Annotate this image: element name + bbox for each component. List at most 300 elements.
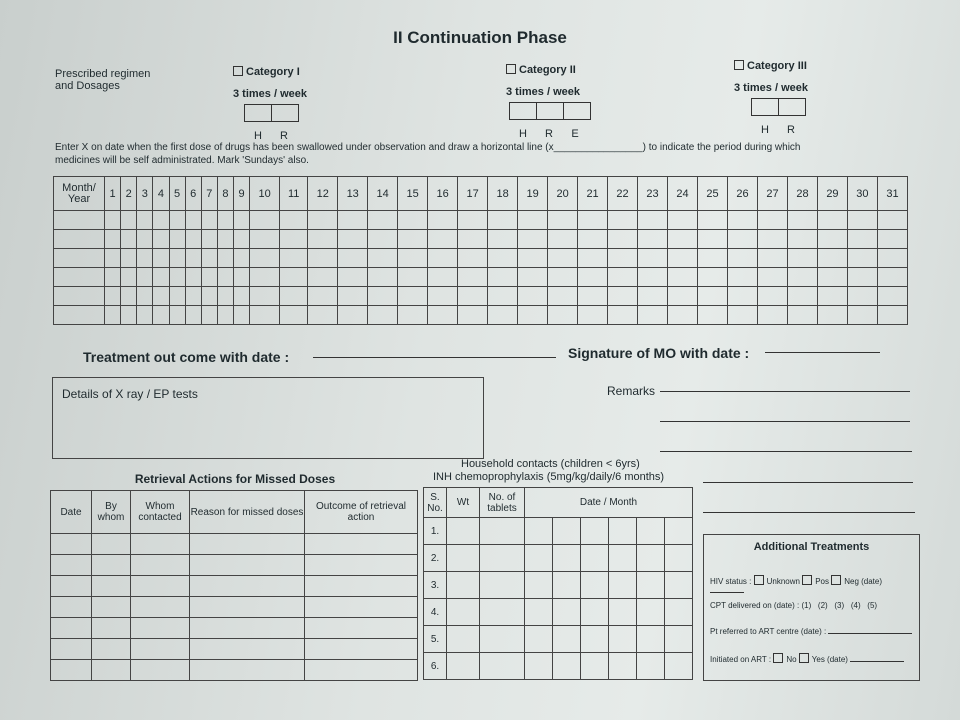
household-cell[interactable] xyxy=(580,626,608,653)
calendar-day-cell[interactable] xyxy=(428,249,458,268)
calendar-day-cell[interactable] xyxy=(817,268,847,287)
household-cell[interactable] xyxy=(580,545,608,572)
calendar-month-cell[interactable] xyxy=(54,287,105,306)
household-cell[interactable] xyxy=(480,653,525,680)
calendar-day-cell[interactable] xyxy=(458,268,488,287)
calendar-day-cell[interactable] xyxy=(428,211,458,230)
retrieval-cell[interactable] xyxy=(92,639,131,660)
cpt-option[interactable]: (4) xyxy=(850,601,861,610)
retrieval-cell[interactable] xyxy=(131,555,190,576)
household-cell[interactable] xyxy=(447,626,480,653)
household-cell[interactable] xyxy=(525,545,553,572)
dose-box[interactable] xyxy=(271,104,299,122)
household-cell[interactable] xyxy=(552,545,580,572)
hiv-unknown-checkbox[interactable] xyxy=(754,575,764,585)
calendar-day-cell[interactable] xyxy=(817,249,847,268)
calendar-day-cell[interactable] xyxy=(458,211,488,230)
calendar-day-cell[interactable] xyxy=(548,249,578,268)
category-2-checkbox[interactable] xyxy=(506,64,516,74)
cpt-option[interactable]: (3) xyxy=(834,601,845,610)
xray-box[interactable] xyxy=(52,377,484,459)
calendar-day-cell[interactable] xyxy=(608,211,638,230)
calendar-day-cell[interactable] xyxy=(338,211,368,230)
household-cell[interactable] xyxy=(580,599,608,626)
calendar-day-cell[interactable] xyxy=(250,211,280,230)
calendar-day-cell[interactable] xyxy=(518,230,548,249)
calendar-day-cell[interactable] xyxy=(185,287,201,306)
retrieval-cell[interactable] xyxy=(51,555,92,576)
retrieval-cell[interactable] xyxy=(92,618,131,639)
household-cell[interactable] xyxy=(525,626,553,653)
household-cell[interactable] xyxy=(664,545,692,572)
household-cell[interactable] xyxy=(664,518,692,545)
calendar-day-cell[interactable] xyxy=(638,306,668,325)
calendar-day-cell[interactable] xyxy=(668,211,698,230)
calendar-day-cell[interactable] xyxy=(105,306,121,325)
calendar-day-cell[interactable] xyxy=(668,230,698,249)
calendar-day-cell[interactable] xyxy=(153,306,169,325)
calendar-day-cell[interactable] xyxy=(185,306,201,325)
calendar-day-cell[interactable] xyxy=(368,230,398,249)
calendar-day-cell[interactable] xyxy=(338,249,368,268)
calendar-day-cell[interactable] xyxy=(757,230,787,249)
calendar-day-cell[interactable] xyxy=(121,287,137,306)
calendar-month-cell[interactable] xyxy=(54,249,105,268)
calendar-day-cell[interactable] xyxy=(488,306,518,325)
retrieval-cell[interactable] xyxy=(305,576,418,597)
retrieval-cell[interactable] xyxy=(305,639,418,660)
calendar-day-cell[interactable] xyxy=(578,230,608,249)
retrieval-cell[interactable] xyxy=(190,660,305,681)
calendar-day-cell[interactable] xyxy=(201,287,217,306)
calendar-day-cell[interactable] xyxy=(817,230,847,249)
calendar-day-cell[interactable] xyxy=(338,287,368,306)
calendar-day-cell[interactable] xyxy=(398,249,428,268)
calendar-day-cell[interactable] xyxy=(137,306,153,325)
calendar-day-cell[interactable] xyxy=(398,211,428,230)
retrieval-cell[interactable] xyxy=(305,597,418,618)
calendar-day-cell[interactable] xyxy=(847,230,877,249)
calendar-day-cell[interactable] xyxy=(877,268,907,287)
household-cell[interactable] xyxy=(525,653,553,680)
hiv-date-line[interactable] xyxy=(710,592,744,593)
calendar-day-cell[interactable] xyxy=(338,268,368,287)
household-cell[interactable] xyxy=(580,653,608,680)
household-cell[interactable] xyxy=(552,518,580,545)
calendar-day-cell[interactable] xyxy=(153,287,169,306)
calendar-day-cell[interactable] xyxy=(877,230,907,249)
calendar-day-cell[interactable] xyxy=(217,306,233,325)
calendar-day-cell[interactable] xyxy=(488,268,518,287)
calendar-day-cell[interactable] xyxy=(728,230,758,249)
household-cell[interactable] xyxy=(608,653,636,680)
calendar-day-cell[interactable] xyxy=(638,211,668,230)
household-cell[interactable] xyxy=(664,626,692,653)
household-cell[interactable] xyxy=(608,626,636,653)
calendar-day-cell[interactable] xyxy=(787,211,817,230)
calendar-day-cell[interactable] xyxy=(668,268,698,287)
calendar-day-cell[interactable] xyxy=(250,230,280,249)
household-cell[interactable] xyxy=(552,599,580,626)
retrieval-cell[interactable] xyxy=(190,597,305,618)
calendar-day-cell[interactable] xyxy=(121,249,137,268)
retrieval-cell[interactable] xyxy=(131,576,190,597)
retrieval-cell[interactable] xyxy=(51,618,92,639)
hiv-neg-checkbox[interactable] xyxy=(831,575,841,585)
calendar-day-cell[interactable] xyxy=(668,249,698,268)
calendar-day-cell[interactable] xyxy=(518,287,548,306)
calendar-day-cell[interactable] xyxy=(638,230,668,249)
calendar-day-cell[interactable] xyxy=(458,306,488,325)
retrieval-cell[interactable] xyxy=(51,597,92,618)
calendar-day-cell[interactable] xyxy=(280,287,308,306)
calendar-day-cell[interactable] xyxy=(368,287,398,306)
calendar-day-cell[interactable] xyxy=(169,211,185,230)
calendar-day-cell[interactable] xyxy=(488,211,518,230)
retrieval-cell[interactable] xyxy=(92,660,131,681)
calendar-day-cell[interactable] xyxy=(201,268,217,287)
retrieval-cell[interactable] xyxy=(190,639,305,660)
retrieval-cell[interactable] xyxy=(190,555,305,576)
dose-box[interactable] xyxy=(536,102,564,120)
household-cell[interactable] xyxy=(480,545,525,572)
household-cell[interactable] xyxy=(608,572,636,599)
dose-box[interactable] xyxy=(778,98,806,116)
remarks-line[interactable] xyxy=(703,512,915,513)
retrieval-cell[interactable] xyxy=(190,576,305,597)
calendar-day-cell[interactable] xyxy=(137,268,153,287)
calendar-day-cell[interactable] xyxy=(280,306,308,325)
dose-box[interactable] xyxy=(244,104,272,122)
art-referral-line[interactable] xyxy=(828,633,912,634)
household-cell[interactable] xyxy=(580,518,608,545)
remarks-line[interactable] xyxy=(660,451,912,452)
retrieval-cell[interactable] xyxy=(51,534,92,555)
household-cell[interactable] xyxy=(480,626,525,653)
calendar-day-cell[interactable] xyxy=(518,249,548,268)
hiv-pos-checkbox[interactable] xyxy=(802,575,812,585)
remarks-line[interactable] xyxy=(660,421,910,422)
calendar-day-cell[interactable] xyxy=(153,249,169,268)
calendar-day-cell[interactable] xyxy=(234,306,250,325)
retrieval-cell[interactable] xyxy=(92,555,131,576)
calendar-day-cell[interactable] xyxy=(698,230,728,249)
calendar-day-cell[interactable] xyxy=(728,306,758,325)
calendar-day-cell[interactable] xyxy=(698,249,728,268)
calendar-day-cell[interactable] xyxy=(428,230,458,249)
calendar-day-cell[interactable] xyxy=(250,306,280,325)
cpt-option[interactable]: (1) xyxy=(801,601,812,610)
calendar-day-cell[interactable] xyxy=(847,268,877,287)
calendar-day-cell[interactable] xyxy=(787,268,817,287)
calendar-day-cell[interactable] xyxy=(518,211,548,230)
retrieval-cell[interactable] xyxy=(131,597,190,618)
calendar-day-cell[interactable] xyxy=(185,211,201,230)
dose-box[interactable] xyxy=(509,102,537,120)
calendar-day-cell[interactable] xyxy=(398,230,428,249)
calendar-day-cell[interactable] xyxy=(121,230,137,249)
calendar-day-cell[interactable] xyxy=(608,306,638,325)
calendar-day-cell[interactable] xyxy=(153,230,169,249)
calendar-day-cell[interactable] xyxy=(137,211,153,230)
calendar-day-cell[interactable] xyxy=(105,211,121,230)
household-cell[interactable] xyxy=(480,518,525,545)
calendar-day-cell[interactable] xyxy=(105,230,121,249)
calendar-day-cell[interactable] xyxy=(169,249,185,268)
calendar-day-cell[interactable] xyxy=(217,268,233,287)
calendar-day-cell[interactable] xyxy=(250,249,280,268)
calendar-day-cell[interactable] xyxy=(787,306,817,325)
calendar-day-cell[interactable] xyxy=(280,211,308,230)
household-cell[interactable] xyxy=(608,599,636,626)
calendar-day-cell[interactable] xyxy=(234,211,250,230)
household-cell[interactable] xyxy=(447,572,480,599)
calendar-day-cell[interactable] xyxy=(787,287,817,306)
household-cell[interactable] xyxy=(636,545,664,572)
household-cell[interactable] xyxy=(608,545,636,572)
calendar-day-cell[interactable] xyxy=(137,287,153,306)
calendar-day-cell[interactable] xyxy=(458,230,488,249)
calendar-day-cell[interactable] xyxy=(368,268,398,287)
calendar-day-cell[interactable] xyxy=(847,306,877,325)
calendar-day-cell[interactable] xyxy=(398,287,428,306)
calendar-day-cell[interactable] xyxy=(817,211,847,230)
calendar-day-cell[interactable] xyxy=(217,287,233,306)
household-cell[interactable] xyxy=(636,572,664,599)
calendar-day-cell[interactable] xyxy=(201,306,217,325)
calendar-day-cell[interactable] xyxy=(548,211,578,230)
cpt-option[interactable]: (2) xyxy=(817,601,828,610)
calendar-day-cell[interactable] xyxy=(308,268,338,287)
calendar-day-cell[interactable] xyxy=(201,230,217,249)
calendar-day-cell[interactable] xyxy=(250,268,280,287)
initiated-date-line[interactable] xyxy=(850,661,904,662)
calendar-day-cell[interactable] xyxy=(234,249,250,268)
household-cell[interactable] xyxy=(447,545,480,572)
household-cell[interactable] xyxy=(580,572,608,599)
calendar-day-cell[interactable] xyxy=(169,230,185,249)
retrieval-cell[interactable] xyxy=(131,534,190,555)
calendar-day-cell[interactable] xyxy=(578,268,608,287)
calendar-day-cell[interactable] xyxy=(608,249,638,268)
household-cell[interactable] xyxy=(636,653,664,680)
retrieval-cell[interactable] xyxy=(131,660,190,681)
household-cell[interactable] xyxy=(525,599,553,626)
calendar-day-cell[interactable] xyxy=(877,287,907,306)
calendar-day-cell[interactable] xyxy=(578,287,608,306)
calendar-day-cell[interactable] xyxy=(185,268,201,287)
category-1-checkbox[interactable] xyxy=(233,66,243,76)
household-cell[interactable] xyxy=(480,572,525,599)
calendar-day-cell[interactable] xyxy=(105,287,121,306)
retrieval-cell[interactable] xyxy=(190,618,305,639)
household-cell[interactable] xyxy=(447,518,480,545)
retrieval-cell[interactable] xyxy=(305,534,418,555)
calendar-month-cell[interactable] xyxy=(54,306,105,325)
calendar-day-cell[interactable] xyxy=(488,287,518,306)
retrieval-cell[interactable] xyxy=(305,660,418,681)
calendar-day-cell[interactable] xyxy=(608,268,638,287)
calendar-day-cell[interactable] xyxy=(121,211,137,230)
calendar-day-cell[interactable] xyxy=(847,211,877,230)
calendar-day-cell[interactable] xyxy=(668,287,698,306)
calendar-day-cell[interactable] xyxy=(578,249,608,268)
calendar-day-cell[interactable] xyxy=(787,230,817,249)
calendar-day-cell[interactable] xyxy=(518,306,548,325)
household-cell[interactable] xyxy=(447,653,480,680)
calendar-day-cell[interactable] xyxy=(698,287,728,306)
calendar-day-cell[interactable] xyxy=(368,249,398,268)
calendar-day-cell[interactable] xyxy=(201,249,217,268)
remarks-line[interactable] xyxy=(703,482,913,483)
calendar-day-cell[interactable] xyxy=(668,306,698,325)
retrieval-cell[interactable] xyxy=(131,639,190,660)
initiated-no-checkbox[interactable] xyxy=(773,653,783,663)
calendar-day-cell[interactable] xyxy=(169,268,185,287)
calendar-month-cell[interactable] xyxy=(54,211,105,230)
household-cell[interactable] xyxy=(552,572,580,599)
calendar-day-cell[interactable] xyxy=(280,230,308,249)
calendar-day-cell[interactable] xyxy=(308,211,338,230)
calendar-day-cell[interactable] xyxy=(877,306,907,325)
calendar-day-cell[interactable] xyxy=(234,287,250,306)
retrieval-cell[interactable] xyxy=(51,660,92,681)
calendar-day-cell[interactable] xyxy=(578,211,608,230)
household-cell[interactable] xyxy=(552,653,580,680)
calendar-day-cell[interactable] xyxy=(757,211,787,230)
household-cell[interactable] xyxy=(664,572,692,599)
household-cell[interactable] xyxy=(636,599,664,626)
calendar-day-cell[interactable] xyxy=(698,268,728,287)
calendar-day-cell[interactable] xyxy=(847,249,877,268)
calendar-day-cell[interactable] xyxy=(217,230,233,249)
calendar-day-cell[interactable] xyxy=(338,306,368,325)
category-3-checkbox[interactable] xyxy=(734,60,744,70)
dose-box[interactable] xyxy=(563,102,591,120)
household-cell[interactable] xyxy=(525,518,553,545)
calendar-day-cell[interactable] xyxy=(308,287,338,306)
calendar-day-cell[interactable] xyxy=(877,211,907,230)
calendar-day-cell[interactable] xyxy=(368,211,398,230)
calendar-day-cell[interactable] xyxy=(185,230,201,249)
calendar-day-cell[interactable] xyxy=(638,268,668,287)
calendar-day-cell[interactable] xyxy=(280,268,308,287)
cpt-option[interactable]: (5) xyxy=(867,601,878,610)
calendar-day-cell[interactable] xyxy=(638,249,668,268)
calendar-day-cell[interactable] xyxy=(137,249,153,268)
calendar-day-cell[interactable] xyxy=(105,268,121,287)
calendar-day-cell[interactable] xyxy=(608,230,638,249)
calendar-day-cell[interactable] xyxy=(280,249,308,268)
calendar-day-cell[interactable] xyxy=(728,249,758,268)
calendar-day-cell[interactable] xyxy=(121,268,137,287)
calendar-day-cell[interactable] xyxy=(368,306,398,325)
dose-box[interactable] xyxy=(751,98,779,116)
household-cell[interactable] xyxy=(636,626,664,653)
household-cell[interactable] xyxy=(636,518,664,545)
calendar-day-cell[interactable] xyxy=(548,306,578,325)
calendar-day-cell[interactable] xyxy=(428,268,458,287)
calendar-day-cell[interactable] xyxy=(548,268,578,287)
calendar-day-cell[interactable] xyxy=(169,287,185,306)
household-cell[interactable] xyxy=(552,626,580,653)
calendar-day-cell[interactable] xyxy=(105,249,121,268)
household-cell[interactable] xyxy=(525,572,553,599)
calendar-day-cell[interactable] xyxy=(137,230,153,249)
calendar-day-cell[interactable] xyxy=(217,249,233,268)
household-cell[interactable] xyxy=(447,599,480,626)
calendar-day-cell[interactable] xyxy=(548,287,578,306)
calendar-day-cell[interactable] xyxy=(234,268,250,287)
retrieval-cell[interactable] xyxy=(92,534,131,555)
calendar-month-cell[interactable] xyxy=(54,268,105,287)
calendar-day-cell[interactable] xyxy=(185,249,201,268)
calendar-day-cell[interactable] xyxy=(458,287,488,306)
calendar-day-cell[interactable] xyxy=(217,211,233,230)
calendar-day-cell[interactable] xyxy=(817,287,847,306)
calendar-day-cell[interactable] xyxy=(608,287,638,306)
retrieval-cell[interactable] xyxy=(305,555,418,576)
calendar-day-cell[interactable] xyxy=(698,306,728,325)
calendar-day-cell[interactable] xyxy=(398,268,428,287)
calendar-day-cell[interactable] xyxy=(398,306,428,325)
retrieval-cell[interactable] xyxy=(305,618,418,639)
signature-line[interactable] xyxy=(765,352,880,353)
calendar-day-cell[interactable] xyxy=(428,306,458,325)
calendar-day-cell[interactable] xyxy=(234,230,250,249)
calendar-day-cell[interactable] xyxy=(548,230,578,249)
remarks-line[interactable] xyxy=(660,391,910,392)
calendar-day-cell[interactable] xyxy=(638,287,668,306)
retrieval-cell[interactable] xyxy=(131,618,190,639)
calendar-day-cell[interactable] xyxy=(488,249,518,268)
calendar-day-cell[interactable] xyxy=(847,287,877,306)
calendar-day-cell[interactable] xyxy=(121,306,137,325)
calendar-day-cell[interactable] xyxy=(757,249,787,268)
calendar-day-cell[interactable] xyxy=(458,249,488,268)
calendar-day-cell[interactable] xyxy=(728,211,758,230)
calendar-day-cell[interactable] xyxy=(728,287,758,306)
calendar-day-cell[interactable] xyxy=(757,287,787,306)
outcome-line[interactable] xyxy=(313,357,556,358)
calendar-day-cell[interactable] xyxy=(153,211,169,230)
calendar-day-cell[interactable] xyxy=(757,268,787,287)
household-cell[interactable] xyxy=(480,599,525,626)
calendar-day-cell[interactable] xyxy=(578,306,608,325)
calendar-day-cell[interactable] xyxy=(728,268,758,287)
calendar-day-cell[interactable] xyxy=(308,230,338,249)
household-cell[interactable] xyxy=(608,518,636,545)
calendar-day-cell[interactable] xyxy=(153,268,169,287)
retrieval-cell[interactable] xyxy=(51,639,92,660)
retrieval-cell[interactable] xyxy=(92,576,131,597)
calendar-month-cell[interactable] xyxy=(54,230,105,249)
calendar-day-cell[interactable] xyxy=(518,268,548,287)
calendar-day-cell[interactable] xyxy=(250,287,280,306)
calendar-day-cell[interactable] xyxy=(428,287,458,306)
calendar-day-cell[interactable] xyxy=(308,306,338,325)
retrieval-cell[interactable] xyxy=(92,597,131,618)
calendar-day-cell[interactable] xyxy=(308,249,338,268)
calendar-day-cell[interactable] xyxy=(877,249,907,268)
retrieval-cell[interactable] xyxy=(51,576,92,597)
calendar-day-cell[interactable] xyxy=(817,306,847,325)
calendar-day-cell[interactable] xyxy=(698,211,728,230)
calendar-day-cell[interactable] xyxy=(201,211,217,230)
calendar-day-cell[interactable] xyxy=(488,230,518,249)
retrieval-cell[interactable] xyxy=(190,534,305,555)
household-cell[interactable] xyxy=(664,599,692,626)
